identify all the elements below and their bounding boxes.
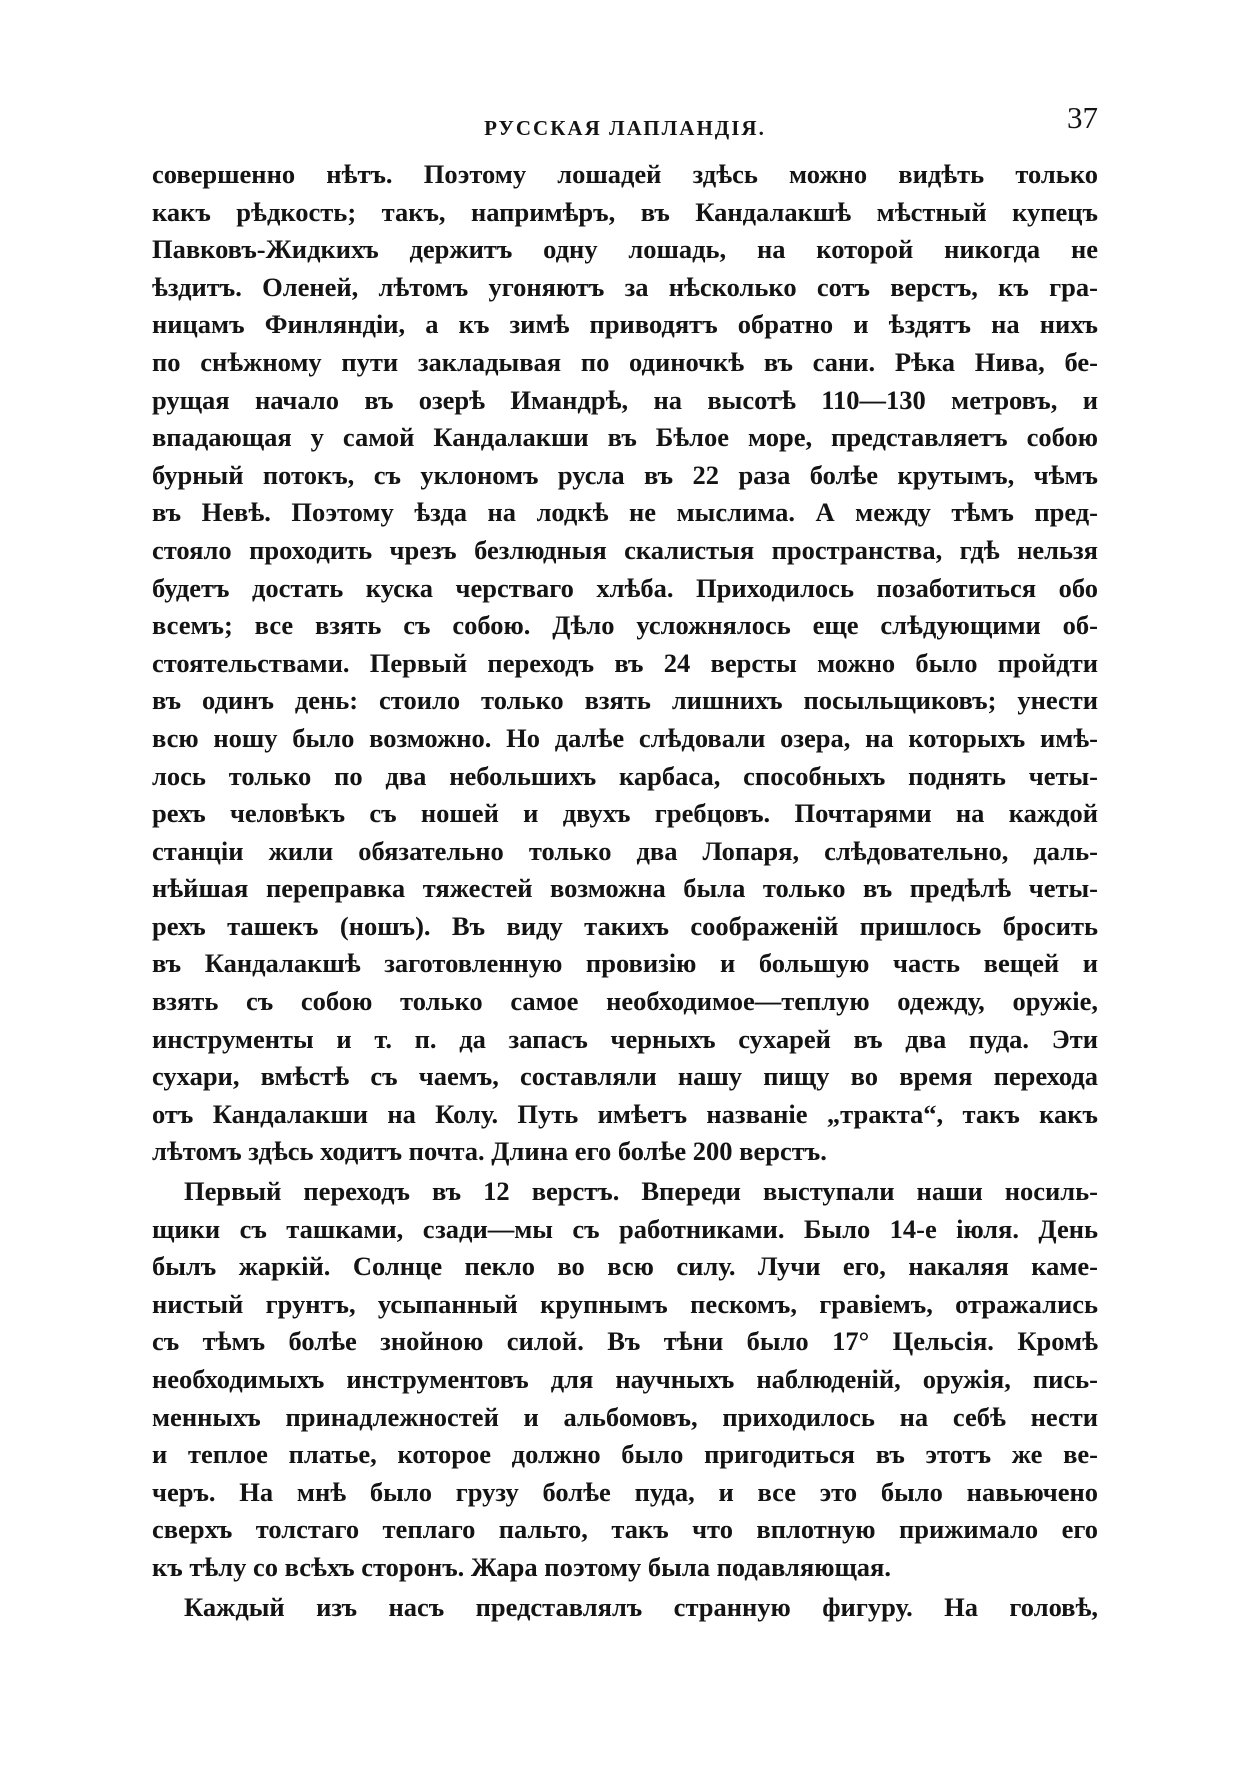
text-line: черъ. На мнѣ было грузу болѣе пуда, и все это было навьючено (152, 1476, 1098, 1507)
text-line: нистый грунтъ, усыпанный крупнымъ пескомъ, гравіемъ, отражались (152, 1288, 1098, 1319)
running-head (152, 100, 1098, 142)
text-line: рехъ человѣкъ съ ношей и двухъ гребцовъ. Почтарями на каждой (152, 798, 1098, 829)
text-line: ницамъ Финляндіи, а къ зимѣ приводятъ обратно и ѣздятъ на нихъ (152, 309, 1098, 340)
text-line: всю ношу было возможно. Но далѣе слѣдовали озера, на которыхъ имѣ- (152, 722, 1098, 753)
text-line: сверхъ толстаго теплаго пальто, такъ что вплотную прижимало его (152, 1514, 1098, 1545)
text-line: стояло проходить чрезъ безлюдныя скалистыя пространства, гдѣ нельзя (152, 534, 1098, 565)
text-line: къ тѣлу со всѣхъ сторонъ. Жара поэтому была подавляющая. (152, 1551, 892, 1582)
text-line: Первый переходъ въ 12 верстъ. Впереди выступали наши носиль- (184, 1176, 1098, 1207)
text-line: въ одинъ день: стоило только взять лишнихъ посыльщиковъ; унести (152, 685, 1098, 716)
text-line: былъ жаркій. Солнце пекло во всю силу. Лучи его, накаляя каме- (152, 1251, 1098, 1282)
text-line: взять съ собою только самое необходимое—теплую одежду, оружіе, (152, 986, 1098, 1017)
text-line: менныхъ принадлежностей и альбомовъ, приходилось на себѣ нести (152, 1401, 1098, 1432)
text-line: лось только по два небольшихъ карбаса, способныхъ поднять четы- (152, 760, 1098, 791)
text-line: бурный потокъ, съ уклономъ русла въ 22 раза болѣе крутымъ, чѣмъ (152, 459, 1098, 490)
text-line: и теплое платье, которое должно было пригодиться въ этотъ же ве- (152, 1439, 1098, 1470)
text-line: будетъ достать куска черстваго хлѣба. Приходилось позаботиться обо (152, 572, 1098, 603)
text-line: отъ Кандалакши на Колу. Путь имѣетъ названіе „тракта“, такъ какъ (152, 1098, 1098, 1129)
text-line: по снѣжному пути закладывая по одиночкѣ въ сани. Рѣка Нива, бе- (152, 346, 1098, 377)
paragraph-1 (152, 156, 1098, 1171)
paragraph-3 (152, 1589, 1098, 1627)
text-line: рущая начало въ озерѣ Имандрѣ, на высотѣ 110—130 метровъ, и (152, 384, 1098, 415)
text-line: нѣйшая переправка тяжестей возможна была только въ предѣлѣ четы- (152, 873, 1098, 904)
book-page (152, 100, 1098, 1700)
running-title: РУССКАЯ ЛАПЛАНДІЯ. (484, 116, 766, 140)
text-line: Каждый изъ насъ представлялъ странную фигуру. На головѣ, (184, 1591, 1098, 1622)
text-line: стоятельствами. Первый переходъ въ 24 версты можно было пройдти (152, 647, 1098, 678)
text-line: инструменты и т. п. да запасъ черныхъ сухарей въ два пуда. Эти (152, 1023, 1098, 1054)
paragraph-2 (152, 1173, 1098, 1587)
text-line: какъ рѣдкость; такъ, напримѣръ, въ Кандалакшѣ мѣстный купецъ (152, 196, 1098, 227)
text-line: рехъ ташекъ (ношъ). Въ виду такихъ соображеній пришлось бросить (152, 910, 1098, 941)
text-line: станціи жили обязательно только два Лопаря, слѣдовательно, даль- (152, 835, 1098, 866)
text-line: совершенно нѣтъ. Поэтому лошадей здѣсь можно видѣть только (152, 159, 1098, 189)
text-line: Павковъ-Жидкихъ держитъ одну лошадь, на которой никогда не (152, 234, 1098, 265)
text-line: въ Кандалакшѣ заготовленную провизію и большую часть вещей и (152, 948, 1098, 979)
text-line: щики съ ташками, сзади—мы съ работниками. Было 14-е іюля. День (152, 1213, 1098, 1244)
text-line: впадающая у самой Кандалакши въ Бѣлое море, представляетъ собою (152, 422, 1098, 453)
text-line: ѣздитъ. Оленей, лѣтомъ угоняютъ за нѣсколько сотъ верстъ, къ гра- (152, 271, 1098, 302)
text-line: всемъ; все взять съ собою. Дѣло усложнялось еще слѣдующими об- (152, 610, 1098, 641)
text-line: необходимыхъ инструментовъ для научныхъ наблюденій, оружія, пись- (152, 1364, 1098, 1394)
body-text (152, 156, 1098, 1626)
text-line: въ Невѣ. Поэтому ѣзда на лодкѣ не мыслима. А между тѣмъ пред- (152, 497, 1098, 528)
text-line: сухари, вмѣстѣ съ чаемъ, составляли нашу пищу во время перехода (152, 1061, 1098, 1092)
page-number: 37 (1067, 100, 1098, 135)
text-line: съ тѣмъ болѣе знойною силой. Въ тѣни было 17° Цельсія. Кромѣ (152, 1326, 1098, 1357)
text-line: лѣтомъ здѣсь ходитъ почта. Длина его болѣе 200 верстъ. (152, 1136, 827, 1167)
